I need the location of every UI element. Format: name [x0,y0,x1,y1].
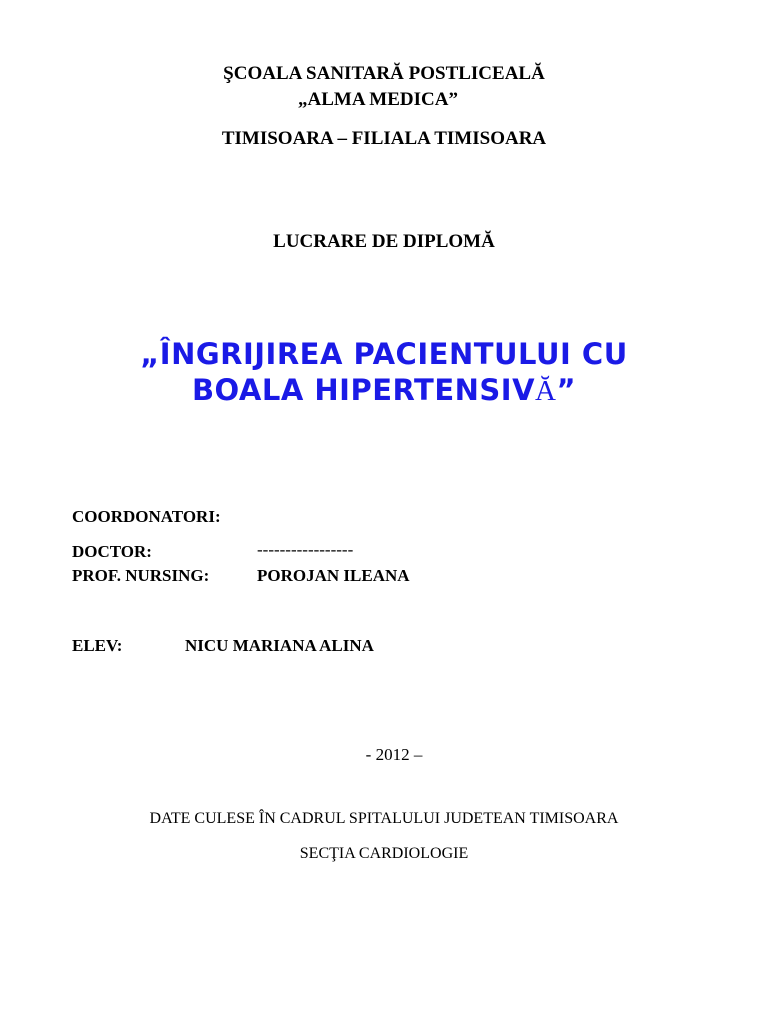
doctor-value: ----------------- [257,540,354,559]
school-location: TIMISOARA – FILIALA TIMISOARA [221,128,547,149]
nursing-label: PROF. NURSING: [72,566,210,585]
thesis-title-line2-quote: ” [556,373,577,407]
thesis-title-line2-main: BOALA HIPERTENSIV [191,373,536,407]
thesis-title-line2 [0,373,768,408]
thesis-title-line2-tail: Ă [535,375,557,407]
year: - 2012 – [365,745,423,764]
doctor-label: DOCTOR: [72,542,152,561]
footer-section: SECŢIA CARDIOLOGIE [299,845,469,862]
thesis-title-line1: „ÎNGRIJIREA PACIENTULUI CU [140,337,628,371]
nursing-value: POROJAN ILEANA [257,566,410,585]
coordinators-heading: COORDONATORI: [72,507,221,526]
document-type: LUCRARE DE DIPLOMĂ [273,231,495,252]
student-name: NICU MARIANA ALINA [185,636,374,655]
school-name: ŞCOALA SANITARĂ POSTLICEALĂ [223,63,545,84]
student-label: ELEV: [72,636,123,655]
school-subtitle: „ALMA MEDICA” [298,89,458,110]
footer-source: DATE CULESE ÎN CADRUL SPITALULUI JUDETEAN TIMISOARA [149,810,619,827]
